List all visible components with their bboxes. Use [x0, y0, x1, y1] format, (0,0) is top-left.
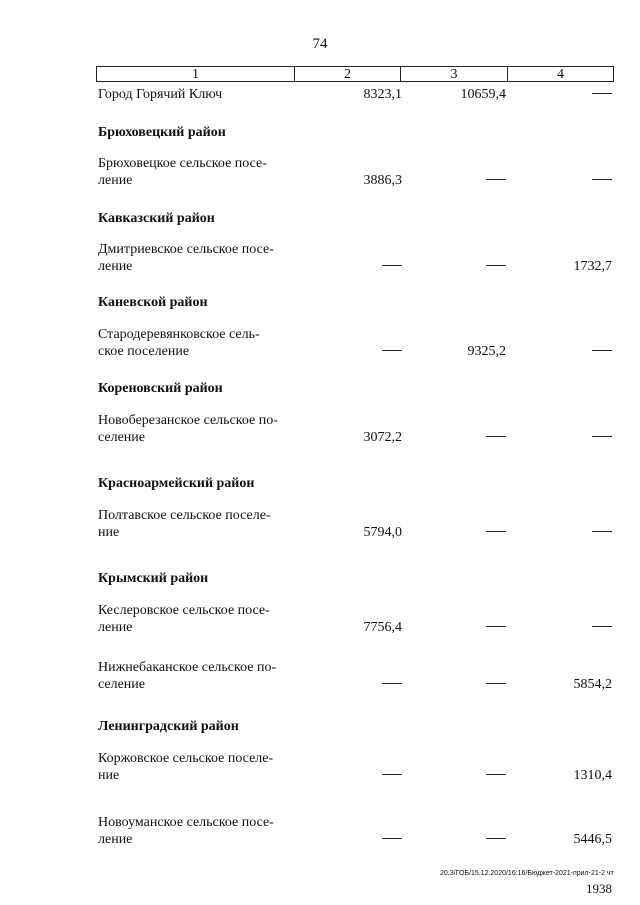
municipality-name-line: Новоберезанское сельское по- [98, 413, 278, 428]
empty-dash [486, 172, 506, 189]
empty-dash [592, 524, 612, 541]
municipality-name-line: Полтавское сельское поселе- [98, 508, 271, 523]
empty-dash [382, 767, 402, 784]
table-row [0, 742, 640, 784]
municipality-name-line: ление [98, 620, 133, 635]
page-number: 74 [312, 36, 328, 52]
empty-dash [592, 343, 612, 360]
dash-mark [486, 626, 506, 627]
municipality-name-line: ние [98, 525, 120, 540]
table-row [0, 594, 640, 636]
sheet-number: 1938 [586, 881, 612, 896]
table-row [0, 233, 640, 275]
dash-mark [486, 531, 506, 532]
table-row [0, 499, 640, 541]
empty-dash [382, 676, 402, 693]
dash-mark [592, 350, 612, 351]
dash-mark [592, 93, 612, 94]
dash-mark [486, 265, 506, 266]
column-header-3: 3 [401, 67, 508, 81]
dash-mark [486, 774, 506, 775]
dash-mark [382, 265, 402, 266]
empty-dash [592, 172, 612, 189]
table-row [0, 147, 640, 189]
table-row [0, 806, 640, 848]
municipality-name-line: ское поселение [98, 344, 190, 359]
empty-dash [486, 429, 506, 446]
municipality-name-line: Новоуманское сельское посе- [98, 815, 274, 830]
municipality-name [98, 750, 298, 784]
cell-value-c4: 5854,2 [573, 677, 612, 692]
district-heading: Каневской район [98, 295, 208, 310]
empty-dash [486, 676, 506, 693]
empty-dash [486, 767, 506, 784]
empty-dash [486, 831, 506, 848]
empty-dash [592, 619, 612, 636]
dash-mark [486, 436, 506, 437]
municipality-name-line: Стародеревянковское сель- [98, 327, 260, 342]
empty-dash [382, 343, 402, 360]
district-heading: Ленинградский район [98, 719, 239, 734]
cell-value-c3: 10659,4 [460, 87, 506, 102]
empty-dash [592, 429, 612, 446]
dash-mark [592, 626, 612, 627]
municipality-name-line: Нижнебаканское сельское по- [98, 660, 277, 675]
cell-value-c4: 1732,7 [573, 259, 612, 274]
column-header-1: 1 [97, 67, 295, 81]
municipality-name [98, 326, 298, 360]
cell-value-c2: 3072,2 [363, 430, 402, 445]
district-heading: Кавказский район [98, 211, 215, 226]
dash-mark [486, 838, 506, 839]
table-row [0, 651, 640, 693]
municipality-name-line: Кеслеровское сельское посе- [98, 603, 270, 618]
empty-dash [486, 258, 506, 275]
municipality-name-line: ление [98, 173, 133, 188]
municipality-name [98, 241, 298, 275]
cell-value-c4: 5446,5 [573, 832, 612, 847]
empty-dash [592, 86, 612, 103]
dash-mark [382, 683, 402, 684]
dash-mark [592, 436, 612, 437]
table-row [0, 61, 640, 103]
table-row [0, 318, 640, 360]
cell-value-c4: 1310,4 [573, 768, 612, 783]
empty-dash [382, 258, 402, 275]
municipality-name-line: Брюховецкое сельское посе- [98, 156, 267, 171]
empty-dash [382, 831, 402, 848]
column-header-4: 4 [557, 67, 564, 82]
dash-mark [592, 531, 612, 532]
table-row [0, 404, 640, 446]
municipality-name [98, 86, 298, 103]
district-heading: Брюховецкий район [98, 125, 226, 140]
district-heading: Крымский район [98, 571, 209, 586]
district-heading: Красноармейский район [98, 476, 255, 491]
dash-mark [382, 774, 402, 775]
empty-dash [486, 524, 506, 541]
municipality-name-line: ление [98, 832, 133, 847]
empty-dash [486, 619, 506, 636]
cell-value-c2: 5794,0 [363, 525, 402, 540]
cell-value-c2: 3886,3 [363, 173, 402, 188]
municipality-name-line: Дмитриевское сельское посе- [98, 242, 274, 257]
dash-mark [382, 838, 402, 839]
cell-value-c2: 7756,4 [363, 620, 402, 635]
municipality-name [98, 412, 298, 446]
document-code: 20.3/ГОБ/15.12.2020/16:16/Бюджет-2021-прил-21-2 чт [440, 870, 614, 877]
municipality-name-line: Город Горячий Ключ [98, 87, 223, 102]
municipality-name [98, 814, 298, 848]
municipality-name-line: селение [98, 677, 145, 692]
dash-mark [486, 683, 506, 684]
municipality-name [98, 155, 298, 189]
municipality-name [98, 507, 298, 541]
municipality-name [98, 602, 298, 636]
municipality-name-line: ние [98, 768, 120, 783]
municipality-name-line: Коржовское сельское поселе- [98, 751, 274, 766]
dash-mark [382, 350, 402, 351]
municipality-name-line: селение [98, 430, 145, 445]
municipality-name [98, 659, 298, 693]
cell-value-c3: 9325,2 [467, 344, 506, 359]
dash-mark [486, 179, 506, 180]
column-header-2: 2 [295, 67, 401, 81]
cell-value-c2: 8323,1 [363, 87, 402, 102]
municipality-name-line: ление [98, 259, 133, 274]
dash-mark [592, 179, 612, 180]
district-heading: Кореновский район [98, 381, 223, 396]
